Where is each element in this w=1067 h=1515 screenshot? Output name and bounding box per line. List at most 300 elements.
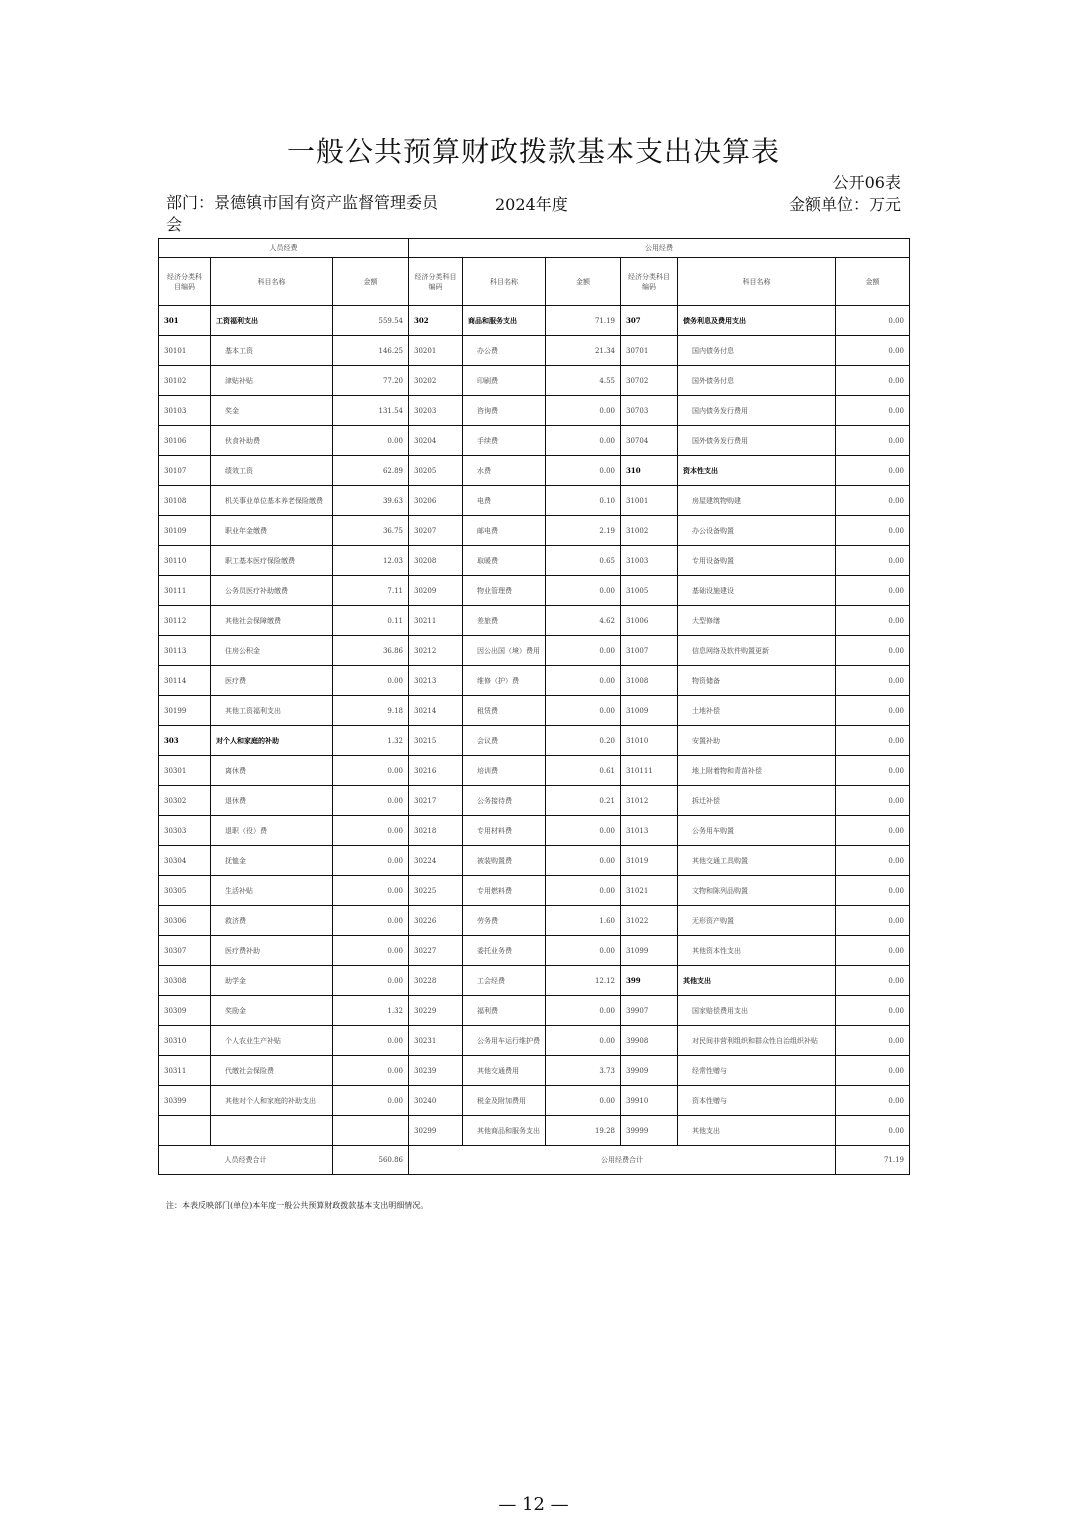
item-code: 39908 <box>621 1026 678 1056</box>
item-amount: 0.00 <box>333 816 409 846</box>
item-amount: 0.00 <box>836 726 910 756</box>
item-amount <box>333 1116 409 1146</box>
item-amount: 1.32 <box>333 996 409 1026</box>
item-code: 30304 <box>159 846 211 876</box>
item-code: 30199 <box>159 696 211 726</box>
item-code: 39907 <box>621 996 678 1026</box>
item-amount: 0.21 <box>546 786 621 816</box>
item-code: 39999 <box>621 1116 678 1146</box>
item-code: 31021 <box>621 876 678 906</box>
table-row <box>159 1056 910 1086</box>
item-code: 30701 <box>621 336 678 366</box>
page-title: 一般公共预算财政拨款基本支出决算表 <box>286 135 780 168</box>
item-name: 对个人和家庭的补助 <box>211 726 333 756</box>
item-amount: 0.00 <box>546 996 621 1026</box>
item-amount: 0.00 <box>333 906 409 936</box>
item-code: 30209 <box>409 576 463 606</box>
table-row <box>159 756 910 786</box>
item-name: 其他资本性支出 <box>678 936 836 966</box>
item-amount: 0.00 <box>333 1026 409 1056</box>
table-row <box>159 366 910 396</box>
item-name: 专用材料费 <box>463 816 546 846</box>
item-code: 31007 <box>621 636 678 666</box>
item-code: 30109 <box>159 516 211 546</box>
item-code: 30112 <box>159 606 211 636</box>
department: 部门：景德镇市国有资产监督管理委员会 <box>166 193 439 234</box>
item-amount: 0.00 <box>333 966 409 996</box>
item-name: 福利费 <box>463 996 546 1026</box>
item-name: 专用燃料费 <box>463 876 546 906</box>
item-code: 30239 <box>409 1056 463 1086</box>
item-code <box>159 1116 211 1146</box>
item-name: 津贴补贴 <box>211 366 333 396</box>
item-code: 30215 <box>409 726 463 756</box>
table-row <box>159 1116 910 1146</box>
item-code: 31005 <box>621 576 678 606</box>
item-name: 退休费 <box>211 786 333 816</box>
item-code: 30202 <box>409 366 463 396</box>
header-amount: 金额 <box>546 258 621 306</box>
item-amount: 0.11 <box>333 606 409 636</box>
item-amount: 77.20 <box>333 366 409 396</box>
item-amount: 0.00 <box>333 876 409 906</box>
item-amount: 0.00 <box>546 426 621 456</box>
table-row <box>159 966 910 996</box>
item-amount: 0.00 <box>836 906 910 936</box>
item-code: 30303 <box>159 816 211 846</box>
item-code: 30212 <box>409 636 463 666</box>
item-amount: 0.00 <box>546 1086 621 1116</box>
item-amount: 0.65 <box>546 546 621 576</box>
item-name: 助学金 <box>211 966 333 996</box>
item-name: 邮电费 <box>463 516 546 546</box>
item-name: 办公设备购置 <box>678 516 836 546</box>
item-code: 30227 <box>409 936 463 966</box>
item-name: 房屋建筑物购建 <box>678 486 836 516</box>
item-name: 退职（役）费 <box>211 816 333 846</box>
table-row <box>159 576 910 606</box>
item-amount: 0.00 <box>836 666 910 696</box>
item-name: 信息网络及软件购置更新 <box>678 636 836 666</box>
item-name: 专用设备购置 <box>678 546 836 576</box>
header-name: 科目名称 <box>678 258 836 306</box>
item-name: 租赁费 <box>463 696 546 726</box>
item-code: 30301 <box>159 756 211 786</box>
item-code: 30309 <box>159 996 211 1026</box>
item-name: 维修（护）费 <box>463 666 546 696</box>
item-name: 职工基本医疗保险缴费 <box>211 546 333 576</box>
item-name: 办公费 <box>463 336 546 366</box>
item-amount: 1.60 <box>546 906 621 936</box>
item-amount: 0.00 <box>333 786 409 816</box>
item-amount: 0.00 <box>333 936 409 966</box>
item-code: 30214 <box>409 696 463 726</box>
item-name: 机关事业单位基本养老保险缴费 <box>211 486 333 516</box>
item-name: 物资储备 <box>678 666 836 696</box>
item-code: 30213 <box>409 666 463 696</box>
item-name: 安置补助 <box>678 726 836 756</box>
item-name: 经常性赠与 <box>678 1056 836 1086</box>
item-name: 文物和陈列品购置 <box>678 876 836 906</box>
item-name: 对民间非营利组织和群众性自治组织补贴 <box>678 1026 836 1056</box>
table-row <box>159 816 910 846</box>
item-amount: 0.00 <box>836 786 910 816</box>
header-code: 经济分类科目编码 <box>409 258 463 306</box>
header-amount: 金额 <box>333 258 409 306</box>
item-name: 因公出国（境）费用 <box>463 636 546 666</box>
table-row <box>159 936 910 966</box>
item-amount: 0.00 <box>836 486 910 516</box>
item-amount: 0.00 <box>546 396 621 426</box>
item-code: 39909 <box>621 1056 678 1086</box>
table-row <box>159 546 910 576</box>
item-name: 手续费 <box>463 426 546 456</box>
item-amount: 559.54 <box>333 306 409 336</box>
table-row <box>159 396 910 426</box>
table-row <box>159 426 910 456</box>
item-name: 咨询费 <box>463 396 546 426</box>
item-amount: 0.00 <box>836 876 910 906</box>
personnel-total-label: 人员经费合计 <box>159 1146 333 1175</box>
table-row <box>159 666 910 696</box>
item-code: 30218 <box>409 816 463 846</box>
item-name: 职业年金缴费 <box>211 516 333 546</box>
item-name: 其他商品和服务支出 <box>463 1116 546 1146</box>
item-amount: 21.34 <box>546 336 621 366</box>
page-number: — 12 — <box>498 1494 569 1515</box>
item-code: 30216 <box>409 756 463 786</box>
item-amount: 0.00 <box>546 666 621 696</box>
item-name: 公务用车运行维护费 <box>463 1026 546 1056</box>
item-amount: 0.20 <box>546 726 621 756</box>
item-code: 31012 <box>621 786 678 816</box>
item-code: 30399 <box>159 1086 211 1116</box>
item-code: 30106 <box>159 426 211 456</box>
item-code: 31006 <box>621 606 678 636</box>
item-name: 奖励金 <box>211 996 333 1026</box>
item-name: 基本工资 <box>211 336 333 366</box>
item-amount: 0.00 <box>546 696 621 726</box>
item-amount: 0.00 <box>333 1056 409 1086</box>
item-code: 30226 <box>409 906 463 936</box>
item-amount: 0.00 <box>836 816 910 846</box>
item-amount: 0.00 <box>836 396 910 426</box>
item-name: 电费 <box>463 486 546 516</box>
item-code: 30306 <box>159 906 211 936</box>
item-amount: 0.00 <box>836 636 910 666</box>
item-amount: 1.32 <box>333 726 409 756</box>
item-name: 税金及附加费用 <box>463 1086 546 1116</box>
item-amount: 2.19 <box>546 516 621 546</box>
item-code: 30208 <box>409 546 463 576</box>
group-personnel: 人员经费 <box>159 239 409 258</box>
item-code: 301 <box>159 306 211 336</box>
item-code: 31099 <box>621 936 678 966</box>
item-name: 国内债务付息 <box>678 336 836 366</box>
item-name: 无形资产购置 <box>678 906 836 936</box>
item-amount: 0.00 <box>546 816 621 846</box>
item-name: 奖金 <box>211 396 333 426</box>
item-code: 30229 <box>409 996 463 1026</box>
item-amount: 0.10 <box>546 486 621 516</box>
item-name: 公务用车购置 <box>678 816 836 846</box>
item-amount: 0.00 <box>836 426 910 456</box>
item-name: 国外债务付息 <box>678 366 836 396</box>
item-code: 31019 <box>621 846 678 876</box>
item-code: 30703 <box>621 396 678 426</box>
item-name: 医疗费 <box>211 666 333 696</box>
item-amount: 0.00 <box>546 876 621 906</box>
item-amount: 0.00 <box>836 1026 910 1056</box>
item-name: 被装购置费 <box>463 846 546 876</box>
item-amount: 0.00 <box>546 936 621 966</box>
item-amount: 4.55 <box>546 366 621 396</box>
header-code: 经济分类科目编码 <box>159 258 211 306</box>
item-code: 30211 <box>409 606 463 636</box>
item-code: 302 <box>409 306 463 336</box>
item-amount: 0.00 <box>836 366 910 396</box>
item-name: 基础设施建设 <box>678 576 836 606</box>
item-code: 30299 <box>409 1116 463 1146</box>
item-amount: 62.89 <box>333 456 409 486</box>
item-name: 物业管理费 <box>463 576 546 606</box>
item-name: 抚恤金 <box>211 846 333 876</box>
item-amount: 19.28 <box>546 1116 621 1146</box>
table-row <box>159 516 910 546</box>
item-code: 30206 <box>409 486 463 516</box>
item-name: 医疗费补助 <box>211 936 333 966</box>
item-amount: 0.00 <box>836 936 910 966</box>
item-code: 30310 <box>159 1026 211 1056</box>
totals-row <box>159 1146 910 1175</box>
item-code: 30224 <box>409 846 463 876</box>
item-amount: 0.00 <box>836 456 910 486</box>
table-row <box>159 306 910 336</box>
item-amount: 146.25 <box>333 336 409 366</box>
header-name: 科目名称 <box>211 258 333 306</box>
amount-unit: 金额单位：万元 <box>788 195 901 214</box>
item-name: 取暖费 <box>463 546 546 576</box>
item-code: 30302 <box>159 786 211 816</box>
item-code: 31008 <box>621 666 678 696</box>
item-amount: 3.73 <box>546 1056 621 1086</box>
item-amount: 0.00 <box>836 516 910 546</box>
item-code: 30308 <box>159 966 211 996</box>
item-amount: 7.11 <box>333 576 409 606</box>
item-name: 其他交通工具购置 <box>678 846 836 876</box>
item-amount: 0.00 <box>546 636 621 666</box>
item-code: 30103 <box>159 396 211 426</box>
item-name: 商品和服务支出 <box>463 306 546 336</box>
item-name: 水费 <box>463 456 546 486</box>
item-name: 工会经费 <box>463 966 546 996</box>
table-row <box>159 456 910 486</box>
header-name: 科目名称 <box>463 258 546 306</box>
item-amount: 0.00 <box>836 306 910 336</box>
item-code: 30205 <box>409 456 463 486</box>
item-code: 30113 <box>159 636 211 666</box>
item-code: 30107 <box>159 456 211 486</box>
item-name: 其他交通费用 <box>463 1056 546 1086</box>
item-amount: 0.00 <box>333 756 409 786</box>
group-public: 公用经费 <box>409 239 910 258</box>
table-row <box>159 636 910 666</box>
item-code: 31022 <box>621 906 678 936</box>
item-amount: 0.61 <box>546 756 621 786</box>
item-name: 资本性赠与 <box>678 1086 836 1116</box>
item-code: 399 <box>621 966 678 996</box>
item-amount: 0.00 <box>836 336 910 366</box>
item-code: 31013 <box>621 816 678 846</box>
item-code: 30110 <box>159 546 211 576</box>
header-code: 经济分类科目编码 <box>621 258 678 306</box>
public-total-label: 公用经费合计 <box>409 1146 836 1175</box>
item-name: 公务员医疗补助缴费 <box>211 576 333 606</box>
table-row <box>159 726 910 756</box>
item-name: 地上附着物和青苗补偿 <box>678 756 836 786</box>
item-amount: 0.00 <box>836 546 910 576</box>
item-name: 其他工资福利支出 <box>211 696 333 726</box>
item-name: 委托业务费 <box>463 936 546 966</box>
item-code: 30101 <box>159 336 211 366</box>
item-code: 31009 <box>621 696 678 726</box>
item-amount: 0.00 <box>836 996 910 1026</box>
item-code: 307 <box>621 306 678 336</box>
item-name: 债务利息及费用支出 <box>678 306 836 336</box>
item-code: 30702 <box>621 366 678 396</box>
item-name: 劳务费 <box>463 906 546 936</box>
item-amount: 36.75 <box>333 516 409 546</box>
item-amount: 39.63 <box>333 486 409 516</box>
item-code: 30240 <box>409 1086 463 1116</box>
item-amount: 0.00 <box>836 756 910 786</box>
item-amount: 0.00 <box>836 966 910 996</box>
item-code: 31002 <box>621 516 678 546</box>
item-code: 30311 <box>159 1056 211 1086</box>
item-code: 31010 <box>621 726 678 756</box>
item-name: 国外债务发行费用 <box>678 426 836 456</box>
item-name: 住房公积金 <box>211 636 333 666</box>
item-name: 其他社会保障缴费 <box>211 606 333 636</box>
table-row <box>159 876 910 906</box>
table-row <box>159 696 910 726</box>
item-name: 培训费 <box>463 756 546 786</box>
item-amount: 0.00 <box>333 846 409 876</box>
table-row <box>159 1086 910 1116</box>
item-name: 拆迁补偿 <box>678 786 836 816</box>
item-amount: 0.00 <box>836 846 910 876</box>
item-name: 国家赔偿费用支出 <box>678 996 836 1026</box>
item-amount: 12.03 <box>333 546 409 576</box>
item-code: 30228 <box>409 966 463 996</box>
item-amount: 0.00 <box>546 1026 621 1056</box>
item-amount: 0.00 <box>836 1056 910 1086</box>
item-code: 31003 <box>621 546 678 576</box>
item-amount: 0.00 <box>836 1116 910 1146</box>
item-amount: 0.00 <box>836 606 910 636</box>
table-row <box>159 606 910 636</box>
item-amount: 0.00 <box>333 1086 409 1116</box>
item-code: 30108 <box>159 486 211 516</box>
item-amount: 0.00 <box>333 426 409 456</box>
item-name: 资本性支出 <box>678 456 836 486</box>
item-name: 大型修缮 <box>678 606 836 636</box>
item-name <box>211 1116 333 1146</box>
item-amount: 0.00 <box>836 576 910 606</box>
item-code: 30207 <box>409 516 463 546</box>
item-code: 30111 <box>159 576 211 606</box>
item-name: 个人农业生产补贴 <box>211 1026 333 1056</box>
item-amount: 0.00 <box>546 846 621 876</box>
item-name: 救济费 <box>211 906 333 936</box>
personnel-total-value: 560.86 <box>333 1146 409 1175</box>
item-code: 310 <box>621 456 678 486</box>
item-amount: 4.62 <box>546 606 621 636</box>
item-code: 30201 <box>409 336 463 366</box>
item-name: 代缴社会保险费 <box>211 1056 333 1086</box>
fiscal-year: 2024年度 <box>495 195 568 214</box>
item-name: 其他对个人和家庭的补助支出 <box>211 1086 333 1116</box>
item-name: 离休费 <box>211 756 333 786</box>
item-code: 310111 <box>621 756 678 786</box>
table-row <box>159 486 910 516</box>
item-name: 其他支出 <box>678 966 836 996</box>
item-code: 30704 <box>621 426 678 456</box>
table-row <box>159 336 910 366</box>
item-code: 30217 <box>409 786 463 816</box>
item-name: 土地补偿 <box>678 696 836 726</box>
item-amount: 9.18 <box>333 696 409 726</box>
item-name: 生活补贴 <box>211 876 333 906</box>
item-code: 30204 <box>409 426 463 456</box>
table-row <box>159 846 910 876</box>
item-name: 伙食补助费 <box>211 426 333 456</box>
item-name: 绩效工资 <box>211 456 333 486</box>
header-amount: 金额 <box>836 258 910 306</box>
footnote: 注：本表反映部门(单位)本年度一般公共预算财政拨款基本支出明细情况。 <box>166 1201 429 1210</box>
item-amount: 0.00 <box>333 666 409 696</box>
item-code: 303 <box>159 726 211 756</box>
item-amount: 0.00 <box>836 1086 910 1116</box>
item-name: 印刷费 <box>463 366 546 396</box>
item-code: 30307 <box>159 936 211 966</box>
item-amount: 0.00 <box>836 696 910 726</box>
item-code: 30203 <box>409 396 463 426</box>
item-amount: 0.00 <box>546 576 621 606</box>
item-name: 国内债务发行费用 <box>678 396 836 426</box>
item-amount: 12.12 <box>546 966 621 996</box>
item-name: 差旅费 <box>463 606 546 636</box>
item-code: 30305 <box>159 876 211 906</box>
item-name: 工资福利支出 <box>211 306 333 336</box>
table-row <box>159 906 910 936</box>
item-name: 公务接待费 <box>463 786 546 816</box>
item-amount: 0.00 <box>546 456 621 486</box>
item-amount: 36.86 <box>333 636 409 666</box>
item-code: 31001 <box>621 486 678 516</box>
item-code: 30231 <box>409 1026 463 1056</box>
expenditure-table <box>158 238 910 1175</box>
item-amount: 71.19 <box>546 306 621 336</box>
item-code: 30225 <box>409 876 463 906</box>
item-code: 39910 <box>621 1086 678 1116</box>
table-number: 公开06表 <box>832 173 901 192</box>
item-name: 会议费 <box>463 726 546 756</box>
table-row <box>159 786 910 816</box>
public-total-value: 71.19 <box>836 1146 910 1175</box>
item-code: 30114 <box>159 666 211 696</box>
table-row <box>159 1026 910 1056</box>
